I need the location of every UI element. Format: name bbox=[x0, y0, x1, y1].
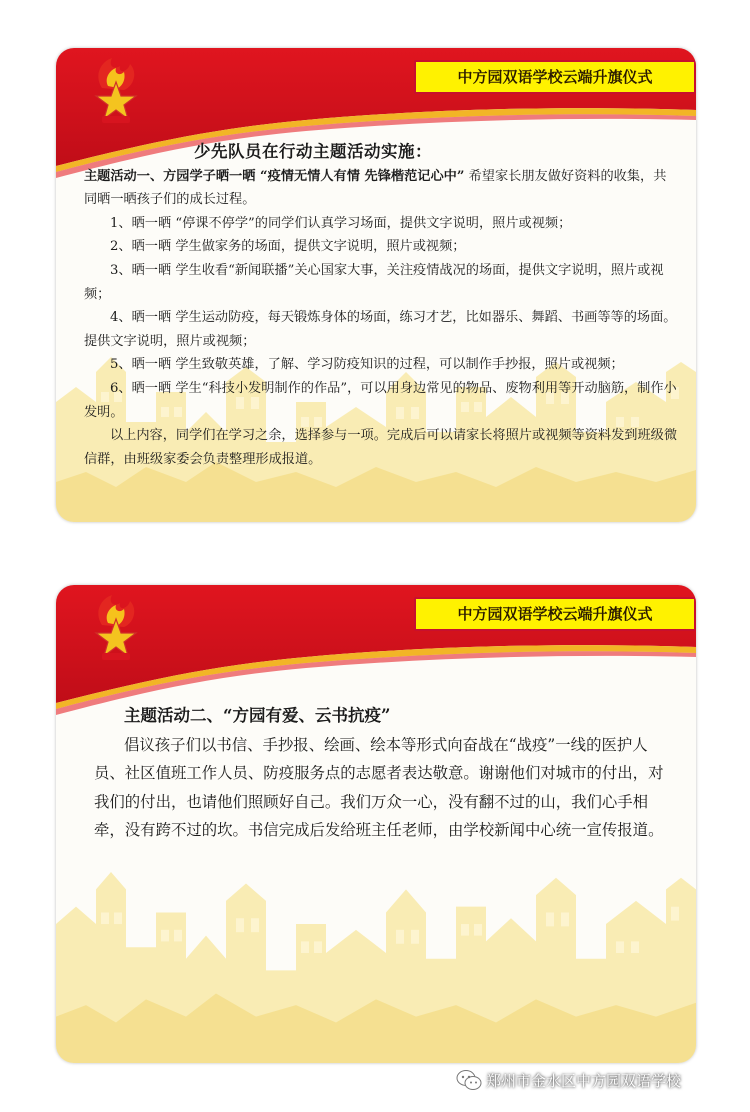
ceremony-banner: 中方园双语学校云端升旗仪式 bbox=[414, 60, 696, 94]
wechat-account-watermark bbox=[456, 1067, 681, 1093]
activity-item: 3、晒一晒 学生收看“新闻联播”关心国家大事，关注疫情战况的场面，提供文字说明，照片或视频； bbox=[84, 262, 664, 302]
wechat-icon bbox=[456, 1069, 482, 1091]
activity-one-intro bbox=[84, 165, 678, 212]
slide-2 bbox=[56, 585, 696, 1063]
young-pioneers-torch-star-icon bbox=[84, 56, 148, 126]
slide-1-text bbox=[84, 140, 678, 471]
slide-1 bbox=[56, 48, 696, 522]
activity-item: 6、晒一晒 学生“科技小发明制作的作品”，可以用身边常见的物品、废物利用等开动脑筋，制作小发明。 bbox=[84, 380, 677, 420]
slide-1-heading: 少先队员在行动主题活动实施： bbox=[194, 142, 432, 161]
activity-item: 1、晒一晒 “停课不停学”的同学们认真学习场面，提供文字说明，照片或视频； bbox=[110, 215, 572, 231]
ceremony-banner: 中方园双语学校云端升旗仪式 bbox=[414, 597, 696, 631]
town-silhouette-background bbox=[56, 843, 696, 1063]
activity-one-title: 主题活动一、方园学子晒一晒 “疫情无情人有情 先锋楷范记心中” bbox=[84, 168, 465, 184]
slide-2-heading: 主题活动二、“方园有爱、云书抗疫” bbox=[124, 706, 391, 725]
activity-item: 5、晒一晒 学生致敬英雄，了解、学习防疫知识的过程，可以制作手抄报，照片或视频； bbox=[110, 357, 624, 373]
activity-one-intro-text: 希望家长朋友做好资料的收集，共同晒一晒孩子们的成长过程。 bbox=[84, 168, 667, 208]
activity-closing-note: 以上内容，同学们在学习之余，选择参与一项。完成后可以请家长将照片或视频等资料发到班级微信群，由班级家委会负责整理形成报道。 bbox=[84, 428, 678, 467]
activity-item: 2、晒一晒 学生做家务的场面，提供文字说明，照片或视频； bbox=[110, 239, 466, 255]
activity-item: 4、晒一晒 学生运动防疫，每天锻炼身体的场面，练习才艺，比如器乐、舞蹈、书画等等的场面。提供文字说明，照片或视频； bbox=[84, 310, 677, 349]
slide-2-text bbox=[94, 702, 674, 845]
wechat-account-name: 郑州市金水区中方园双语学校 bbox=[486, 1071, 682, 1090]
activity-two-body: 倡议孩子们以书信、手抄报、绘画、绘本等形式向奋战在“战疫”一线的医护人员、社区值班工作人员、防疫服务点的志愿者表达敬意。谢谢他们对城市的付出，对我们的付出，也请他们照顾好自己。我们万众一心，没有翻不过的山，我们心手相牵，没有跨不过的坎。书信完成后发给班主任老师，由学校新闻中心统一宣传报道。 bbox=[94, 735, 664, 840]
young-pioneers-torch-star-icon bbox=[84, 593, 148, 663]
